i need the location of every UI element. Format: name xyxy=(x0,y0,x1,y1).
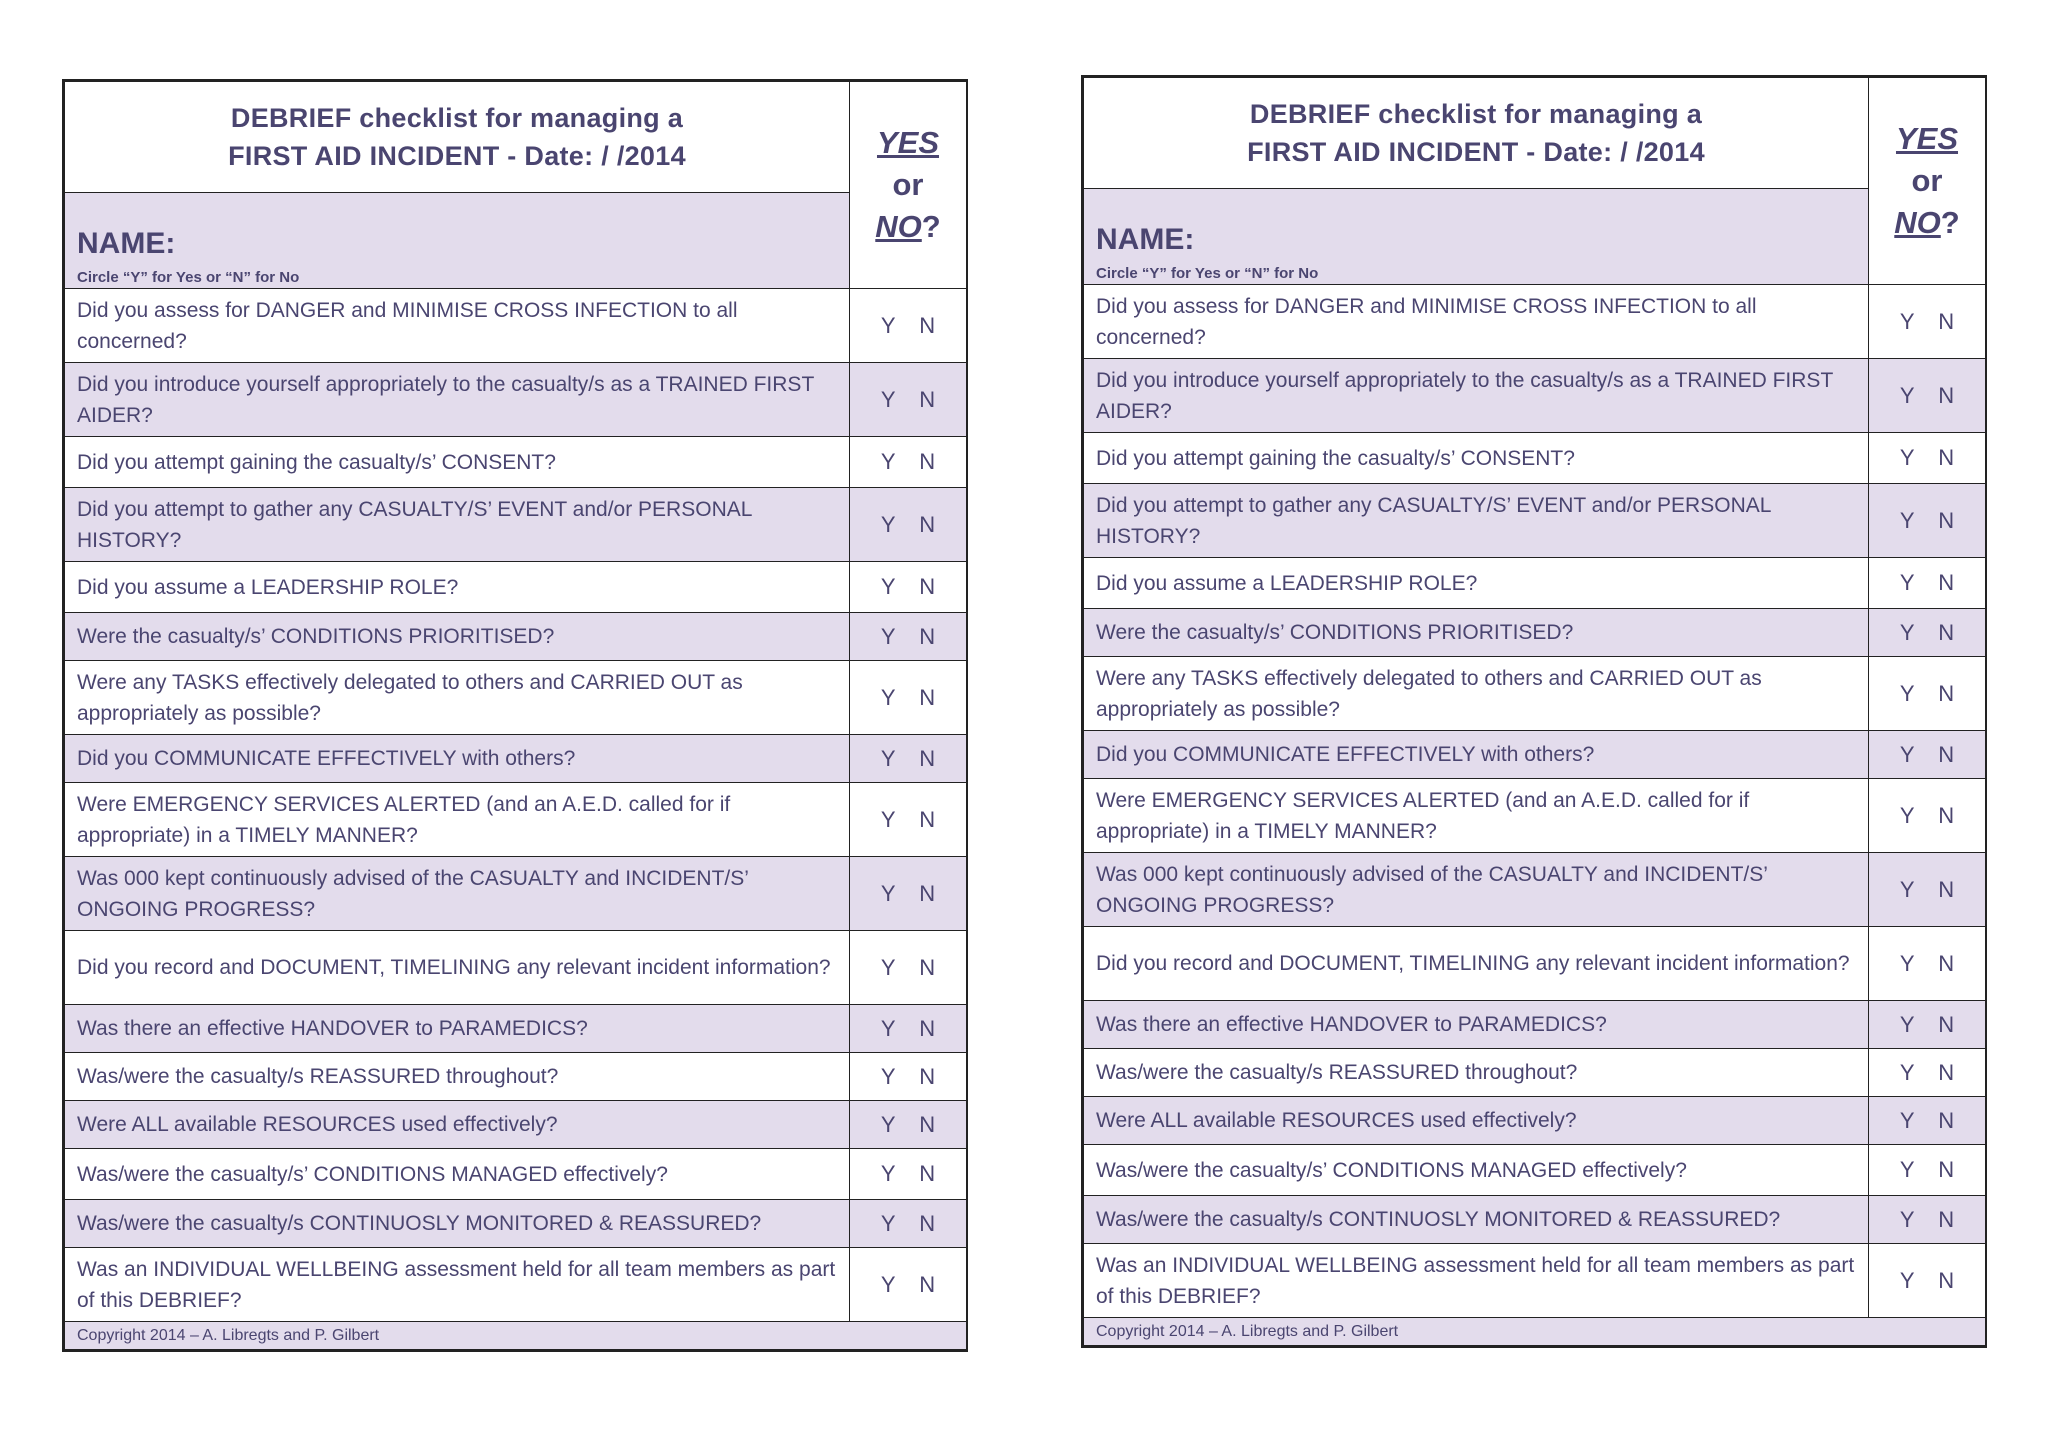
question-text: Did you record and DOCUMENT, TIMELINING any relevant incident information? xyxy=(1084,927,1869,1001)
question-text: Was there an effective HANDOVER to PARAMEDICS? xyxy=(1084,1001,1869,1049)
checklist-row xyxy=(65,1053,967,1101)
checklist-row xyxy=(65,363,967,437)
yes-no-answer[interactable]: Y N xyxy=(850,437,967,488)
copyright-footer: Copyright 2014 – A. Libregts and P. Gilbert xyxy=(1084,1318,1986,1346)
title-line-1: DEBRIEF checklist for managing a xyxy=(1249,99,1703,129)
question-text: Were any TASKS effectively delegated to others and CARRIED OUT as appropriately as possible? xyxy=(1084,657,1869,731)
checklist-row xyxy=(1084,1049,1986,1097)
title-line-1: DEBRIEF checklist for managing a xyxy=(230,103,684,133)
checklist-title xyxy=(1084,78,1869,189)
question-text: Did you assess for DANGER and MINIMISE CROSS INFECTION to all concerned? xyxy=(1084,285,1869,359)
checklist-row xyxy=(65,661,967,735)
question-text: Did you attempt gaining the casualty/s’ CONSENT? xyxy=(65,437,850,488)
question-text: Was/were the casualty/s’ CONDITIONS MANAGED effectively? xyxy=(65,1149,850,1200)
question-text: Was/were the casualty/s REASSURED throughout? xyxy=(65,1053,850,1101)
yes-no-answer[interactable]: Y N xyxy=(1869,558,1986,609)
question-text: Were the casualty/s’ CONDITIONS PRIORITISED? xyxy=(1084,609,1869,657)
name-label: NAME: xyxy=(1096,223,1195,256)
yes-no-answer[interactable]: Y N xyxy=(1869,285,1986,359)
checklist-row xyxy=(1084,609,1986,657)
checklist-row xyxy=(65,783,967,857)
title-line-2: FIRST AID INCIDENT - Date: / /2014 xyxy=(1247,137,1705,167)
checklist-row xyxy=(65,488,967,562)
name-field[interactable] xyxy=(1084,189,1869,285)
or-label: or xyxy=(1911,163,1943,198)
yes-no-answer[interactable]: Y N xyxy=(850,783,967,857)
checklist-row xyxy=(1084,1145,1986,1196)
yes-no-answer[interactable]: Y N xyxy=(1869,1001,1986,1049)
question-text: Did you introduce yourself appropriately to the casualty/s as a TRAINED FIRST AIDER? xyxy=(65,363,850,437)
yes-no-answer[interactable]: Y N xyxy=(850,1200,967,1248)
checklist-row xyxy=(65,613,967,661)
no-label-wrap xyxy=(850,206,966,248)
debrief-checklist-card-right xyxy=(1081,75,1987,1348)
yes-no-answer[interactable]: Y N xyxy=(850,1149,967,1200)
yes-no-answer[interactable]: Y N xyxy=(850,1005,967,1053)
question-text: Did you assume a LEADERSHIP ROLE? xyxy=(65,562,850,613)
checklist-row xyxy=(1084,1244,1986,1318)
yes-no-answer[interactable]: Y N xyxy=(1869,1196,1986,1244)
checklist-row xyxy=(65,857,967,931)
checklist-row xyxy=(1084,731,1986,779)
yes-no-answer[interactable]: Y N xyxy=(1869,433,1986,484)
yes-or-no-header xyxy=(850,82,967,289)
yes-no-answer[interactable]: Y N xyxy=(850,661,967,735)
checklist-row xyxy=(1084,779,1986,853)
checklist-row xyxy=(65,562,967,613)
question-text: Did you COMMUNICATE EFFECTIVELY with others? xyxy=(1084,731,1869,779)
name-field[interactable] xyxy=(65,193,850,289)
question-mark: ? xyxy=(1940,205,1960,240)
name-hint: Circle “Y” for Yes or “N” for No xyxy=(1096,265,1319,282)
checklist-row xyxy=(1084,433,1986,484)
question-text: Was/were the casualty/s CONTINUOSLY MONITORED & REASSURED? xyxy=(65,1200,850,1248)
question-text: Was 000 kept continuously advised of the CASUALTY and INCIDENT/S’ ONGOING PROGRESS? xyxy=(1084,853,1869,927)
yes-no-answer[interactable]: Y N xyxy=(850,857,967,931)
question-text: Did you assess for DANGER and MINIMISE CROSS INFECTION to all concerned? xyxy=(65,289,850,363)
checklist-row xyxy=(1084,484,1986,558)
checklist-row xyxy=(1084,657,1986,731)
question-text: Did you attempt gaining the casualty/s’ CONSENT? xyxy=(1084,433,1869,484)
yes-no-answer[interactable]: Y N xyxy=(1869,484,1986,558)
question-text: Did you record and DOCUMENT, TIMELINING any relevant incident information? xyxy=(65,931,850,1005)
yes-no-answer[interactable]: Y N xyxy=(850,931,967,1005)
yes-no-answer[interactable]: Y N xyxy=(850,1053,967,1101)
question-text: Were ALL available RESOURCES used effectively? xyxy=(65,1101,850,1149)
checklist-row xyxy=(1084,285,1986,359)
yes-no-answer[interactable]: Y N xyxy=(850,613,967,661)
yes-no-answer[interactable]: Y N xyxy=(1869,657,1986,731)
title-line-2: FIRST AID INCIDENT - Date: / /2014 xyxy=(228,141,686,171)
checklist-table xyxy=(1083,77,1986,1346)
checklist-row xyxy=(1084,1097,1986,1145)
yes-no-answer[interactable]: Y N xyxy=(1869,927,1986,1001)
checklist-row xyxy=(65,437,967,488)
yes-no-answer[interactable]: Y N xyxy=(850,289,967,363)
yes-no-answer[interactable]: Y N xyxy=(850,488,967,562)
checklist-table xyxy=(64,81,967,1350)
yes-no-answer[interactable]: Y N xyxy=(1869,359,1986,433)
or-label: or xyxy=(892,167,924,202)
question-text: Was there an effective HANDOVER to PARAMEDICS? xyxy=(65,1005,850,1053)
checklist-row xyxy=(65,735,967,783)
yes-no-answer[interactable]: Y N xyxy=(1869,1145,1986,1196)
yes-label: YES xyxy=(1895,121,1959,156)
yes-no-answer[interactable]: Y N xyxy=(850,562,967,613)
no-label-wrap xyxy=(1869,202,1985,244)
yes-no-answer[interactable]: Y N xyxy=(850,1248,967,1322)
question-text: Did you assume a LEADERSHIP ROLE? xyxy=(1084,558,1869,609)
checklist-row xyxy=(1084,853,1986,927)
checklist-row xyxy=(65,1005,967,1053)
checklist-row xyxy=(65,1200,967,1248)
yes-no-answer[interactable]: Y N xyxy=(1869,731,1986,779)
checklist-row xyxy=(1084,927,1986,1001)
question-text: Were any TASKS effectively delegated to others and CARRIED OUT as appropriately as possible? xyxy=(65,661,850,735)
no-label: NO xyxy=(875,209,922,244)
question-text: Were EMERGENCY SERVICES ALERTED (and an A.E.D. called for if appropriate) in a TIMELY MANNER? xyxy=(65,783,850,857)
checklist-row xyxy=(1084,1001,1986,1049)
yes-no-answer[interactable]: Y N xyxy=(1869,609,1986,657)
name-hint: Circle “Y” for Yes or “N” for No xyxy=(77,269,300,286)
question-mark: ? xyxy=(921,209,941,244)
copyright-footer: Copyright 2014 – A. Libregts and P. Gilbert xyxy=(65,1322,967,1350)
checklist-row xyxy=(65,1149,967,1200)
question-text: Were ALL available RESOURCES used effectively? xyxy=(1084,1097,1869,1145)
debrief-checklist-card-left xyxy=(62,79,968,1352)
question-text: Did you COMMUNICATE EFFECTIVELY with others? xyxy=(65,735,850,783)
question-text: Was an INDIVIDUAL WELLBEING assessment held for all team members as part of this DEBRIEF? xyxy=(65,1248,850,1322)
yes-no-answer[interactable]: Y N xyxy=(1869,853,1986,927)
question-text: Was/were the casualty/s REASSURED throughout? xyxy=(1084,1049,1869,1097)
checklist-title xyxy=(65,82,850,193)
checklist-row xyxy=(65,1248,967,1322)
checklist-row xyxy=(65,289,967,363)
yes-no-answer[interactable]: Y N xyxy=(1869,1049,1986,1097)
yes-no-answer[interactable]: Y N xyxy=(1869,779,1986,853)
yes-no-answer[interactable]: Y N xyxy=(1869,1244,1986,1318)
checklist-row xyxy=(65,931,967,1005)
yes-label: YES xyxy=(876,125,940,160)
question-text: Was 000 kept continuously advised of the CASUALTY and INCIDENT/S’ ONGOING PROGRESS? xyxy=(65,857,850,931)
checklist-row xyxy=(65,1101,967,1149)
checklist-row xyxy=(1084,1196,1986,1244)
yes-no-answer[interactable]: Y N xyxy=(1869,1097,1986,1145)
question-text: Was an INDIVIDUAL WELLBEING assessment held for all team members as part of this DEBRIEF? xyxy=(1084,1244,1869,1318)
yes-no-answer[interactable]: Y N xyxy=(850,1101,967,1149)
question-text: Did you attempt to gather any CASUALTY/S’ EVENT and/or PERSONAL HISTORY? xyxy=(1084,484,1869,558)
question-text: Did you attempt to gather any CASUALTY/S’ EVENT and/or PERSONAL HISTORY? xyxy=(65,488,850,562)
question-text: Was/were the casualty/s CONTINUOSLY MONITORED & REASSURED? xyxy=(1084,1196,1869,1244)
question-text: Were the casualty/s’ CONDITIONS PRIORITISED? xyxy=(65,613,850,661)
question-text: Did you introduce yourself appropriately to the casualty/s as a TRAINED FIRST AIDER? xyxy=(1084,359,1869,433)
name-label: NAME: xyxy=(77,227,176,260)
question-text: Was/were the casualty/s’ CONDITIONS MANAGED effectively? xyxy=(1084,1145,1869,1196)
checklist-row xyxy=(1084,359,1986,433)
no-label: NO xyxy=(1894,205,1941,240)
yes-or-no-header xyxy=(1869,78,1986,285)
yes-no-answer[interactable]: Y N xyxy=(850,363,967,437)
question-text: Were EMERGENCY SERVICES ALERTED (and an A.E.D. called for if appropriate) in a TIMELY MANNER? xyxy=(1084,779,1869,853)
yes-no-answer[interactable]: Y N xyxy=(850,735,967,783)
checklist-row xyxy=(1084,558,1986,609)
